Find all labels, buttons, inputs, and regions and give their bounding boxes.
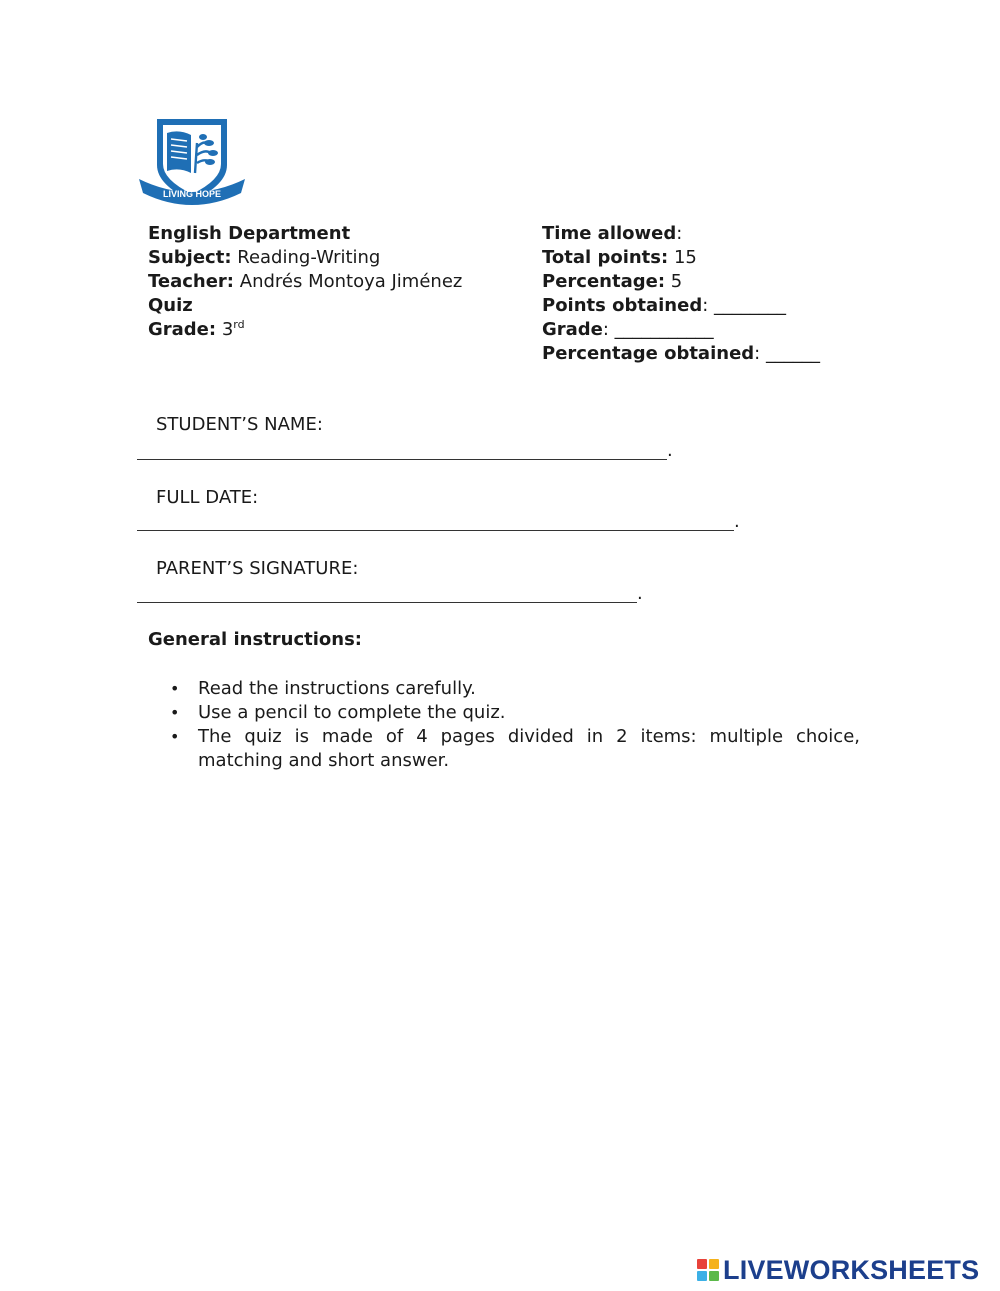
subject-value: Reading-Writing xyxy=(237,247,381,268)
cube-tile xyxy=(697,1271,707,1281)
points-obtained-row xyxy=(542,294,872,318)
percentage-obtained-row xyxy=(542,342,872,366)
liveworksheets-logo-icon xyxy=(697,1259,719,1281)
student-name-period: . xyxy=(667,440,673,461)
total-points-label: Total points: xyxy=(542,247,669,268)
percentage-value: 5 xyxy=(670,271,683,292)
cube-tile xyxy=(709,1271,719,1281)
grade-suffix: rd xyxy=(233,318,245,331)
time-allowed-row xyxy=(542,222,872,246)
parent-signature-line[interactable] xyxy=(137,602,637,603)
percentage-obtained-blank: : ______ xyxy=(754,343,820,364)
instruction-item: • The quiz is made of 4 pages divided in 2 items: multiple choice, matching and short answer. xyxy=(148,725,860,773)
percentage-row xyxy=(542,270,872,294)
total-points-value: 15 xyxy=(673,247,697,268)
parent-signature-period: . xyxy=(637,583,643,604)
header-right xyxy=(542,222,872,366)
percentage-label: Percentage: xyxy=(542,271,666,292)
grade-row xyxy=(148,318,528,342)
grade-obtained-row xyxy=(542,318,872,342)
points-obtained-blank: : ________ xyxy=(702,295,787,316)
cube-tile xyxy=(709,1259,719,1269)
liveworksheets-text: LIVEWORKSHEETS xyxy=(723,1254,980,1285)
quiz-label: Quiz xyxy=(148,295,193,316)
svg-text:LIVING HOPE: LIVING HOPE xyxy=(162,189,222,199)
teacher-value: Andrés Montoya Jiménez xyxy=(239,271,463,292)
time-allowed-label: Time allowed xyxy=(542,223,677,244)
full-date-line[interactable] xyxy=(137,530,734,531)
percentage-obtained-label: Percentage obtained xyxy=(542,343,755,364)
full-date-label: FULL DATE: xyxy=(156,487,259,508)
grade-label: Grade: xyxy=(148,319,217,340)
grade-value: 3 xyxy=(221,319,234,340)
student-name-line[interactable] xyxy=(137,459,667,460)
header-left xyxy=(148,222,528,342)
parent-signature-label: PARENT’S SIGNATURE: xyxy=(156,558,359,579)
instruction-item: • Use a pencil to complete the quiz. xyxy=(148,701,860,725)
instructions-list xyxy=(148,677,860,773)
instruction-item: • Read the instructions carefully. xyxy=(148,677,860,701)
time-allowed-colon: : xyxy=(676,223,683,244)
teacher-label: Teacher: xyxy=(148,271,235,292)
liveworksheets-watermark xyxy=(697,1254,979,1286)
cube-tile xyxy=(697,1259,707,1269)
grade-obtained-label: Grade xyxy=(542,319,603,340)
school-logo xyxy=(137,113,247,208)
subject-label: Subject: xyxy=(148,247,232,268)
student-name-label: STUDENT’S NAME: xyxy=(156,414,323,435)
total-points-row xyxy=(542,246,872,270)
teacher-row xyxy=(148,270,528,294)
grade-obtained-blank: : ___________ xyxy=(602,319,714,340)
subject-row xyxy=(148,246,528,270)
department: English Department xyxy=(148,223,351,244)
full-date-period: . xyxy=(734,511,740,532)
instructions-title: General instructions: xyxy=(148,629,362,650)
book-tree-shield-icon xyxy=(137,113,247,208)
points-obtained-label: Points obtained xyxy=(542,295,703,316)
